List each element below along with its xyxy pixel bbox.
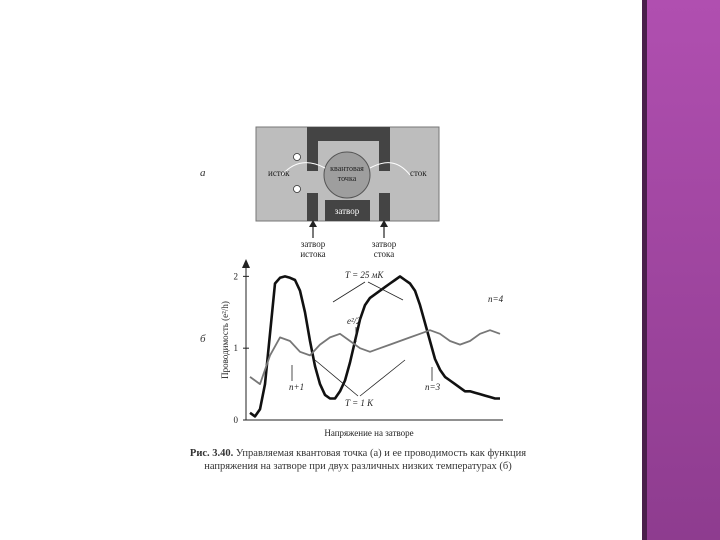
n1-label: n+1: [289, 382, 305, 392]
series-lines: [250, 276, 500, 416]
n4-label: n=4: [488, 294, 504, 304]
dot-label-line2: точка: [337, 174, 357, 183]
panel-b-label: б: [200, 333, 206, 345]
source-label: исток: [268, 168, 290, 178]
y-ticks: [234, 271, 250, 425]
y-tick-label: 1: [233, 343, 238, 354]
y-axis-label: Проводимость (e²/h): [220, 301, 230, 379]
t-high-pointer-right: [368, 282, 403, 300]
gate-drain-label-1: затвор: [371, 239, 397, 249]
caption-title: Рис. 3.40.: [189, 448, 234, 459]
caption-text: Управляемая квантовая точка (а) и ее проводимость как функция напряжения на затворе при двух различных низких температурах (б): [204, 448, 527, 472]
y-tick-label: 0: [233, 415, 238, 425]
t-low-pointer-right: [360, 360, 405, 396]
electron-icon: [294, 186, 301, 193]
figure-caption: [178, 447, 538, 473]
dot-label-line1: квантовая: [330, 164, 364, 173]
t-high-pointer-left: [333, 282, 365, 302]
y-tick-label: 2: [233, 271, 238, 282]
panel-a-label: а: [200, 167, 206, 179]
e2-label: e²/2: [347, 316, 361, 326]
right-gate-arm: [379, 127, 390, 171]
source-gate-bar: [307, 193, 318, 221]
conductance-plot: [220, 259, 504, 438]
drain-gate-bar: [379, 193, 390, 221]
gate-source-label-2: истока: [300, 249, 326, 259]
electron-icon: [294, 154, 301, 161]
y-axis-arrow-icon: [242, 259, 250, 268]
gate-arrows: [309, 220, 388, 238]
t-low-pointer-left: [315, 360, 358, 396]
series-line-25mk: [250, 276, 500, 416]
device-schematic: [256, 127, 439, 221]
gate-drain-label-2: стока: [373, 249, 395, 259]
top-gate: [307, 127, 390, 141]
gate-source-label-1: затвор: [300, 239, 326, 249]
t-low-label: T = 1 К: [345, 398, 374, 408]
drain-label: сток: [410, 168, 427, 178]
n3-label: n=3: [425, 382, 441, 392]
series-line-1k: [250, 330, 500, 384]
gate-label: затвор: [334, 206, 360, 216]
x-axis-label: Напряжение на затворе: [324, 428, 414, 438]
t-high-label: T = 25 мК: [345, 270, 384, 280]
